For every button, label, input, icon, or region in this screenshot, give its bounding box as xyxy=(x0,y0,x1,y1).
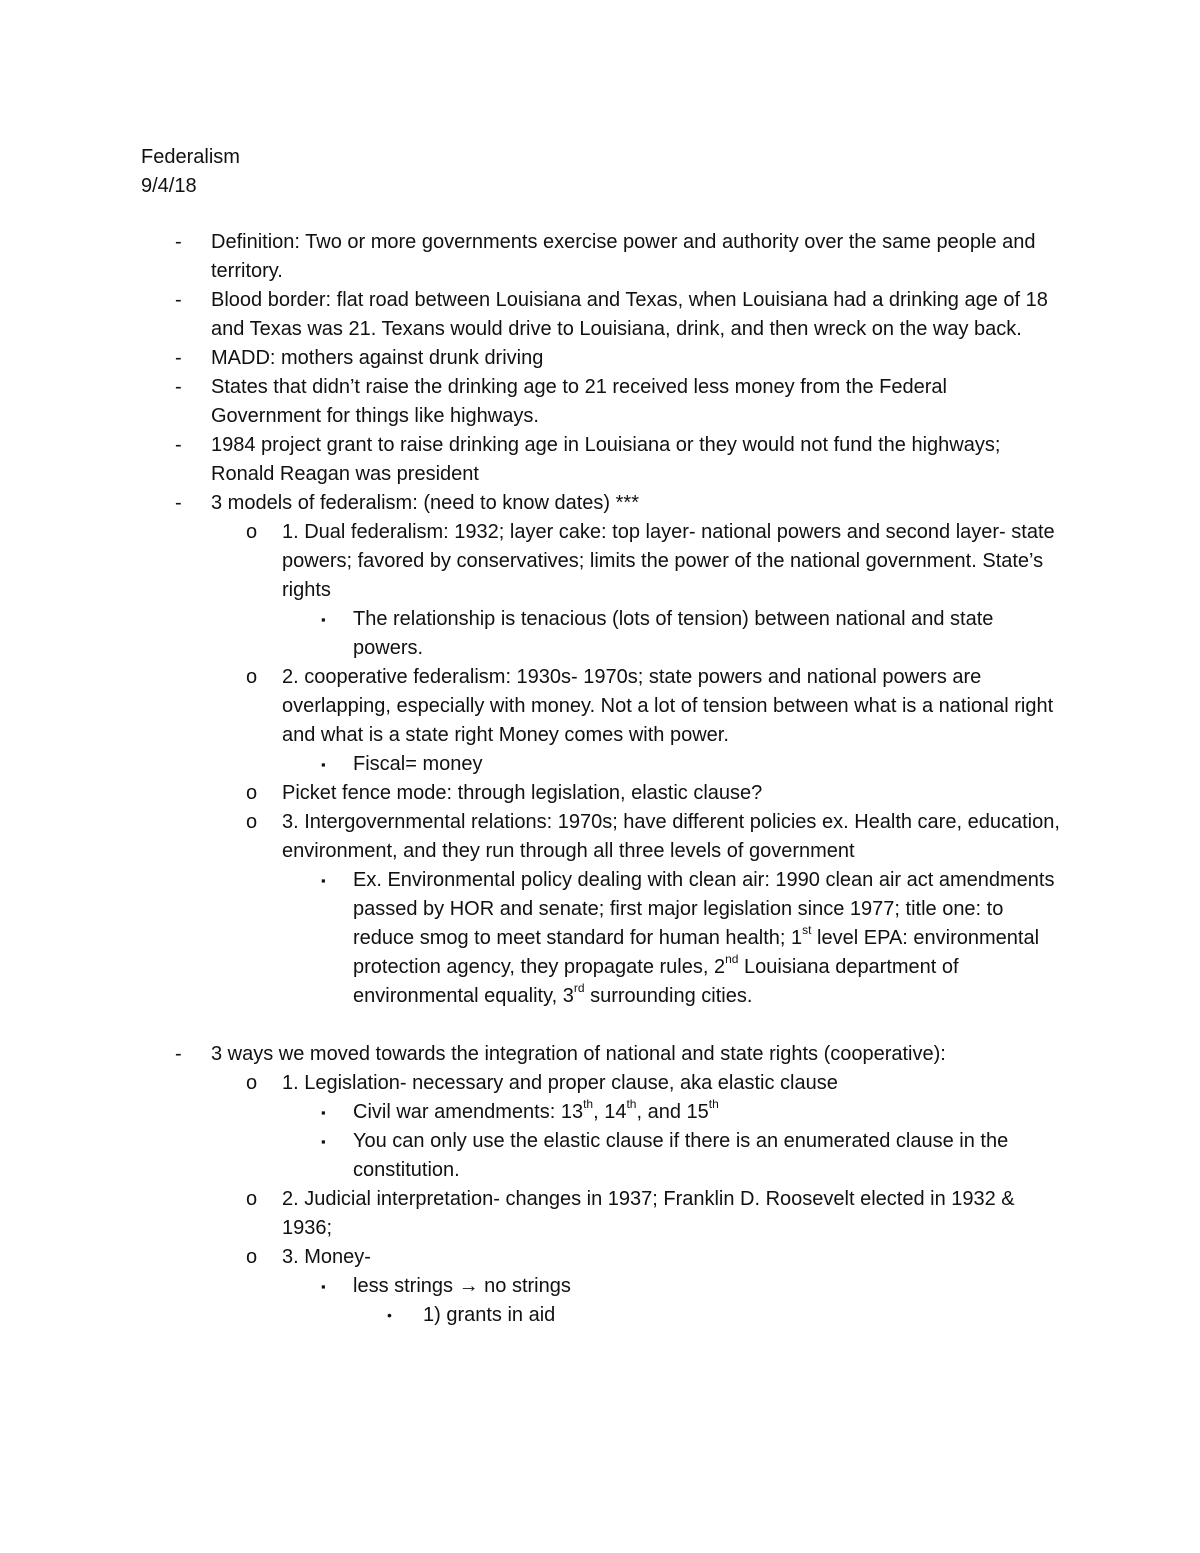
square-bullet-icon: ▪ xyxy=(321,1105,326,1120)
circle-bullet-icon: o xyxy=(246,782,258,804)
square-bullet-icon: ▪ xyxy=(321,1134,326,1149)
note-text: Blood border: flat road between Louisiana and Texas, when Louisiana had a drinking age of 18 and Texas was 21. Texans would drive to Louisiana, drink, and then wreck on the way back. xyxy=(211,289,1048,340)
note-text: You can only use the elastic clause if there is an enumerated clause in the constitution. xyxy=(353,1130,1009,1181)
note-text: 3 models of federalism: (need to know dates) *** xyxy=(211,492,639,514)
note-text: 3. Intergovernmental relations: 1970s; have different policies ex. Health care, education, environment, and they run through all three levels of government xyxy=(282,811,1060,862)
circle-bullet-icon: o xyxy=(246,1246,258,1268)
dash-bullet-icon: - xyxy=(175,231,182,253)
note-text: 2. cooperative federalism: 1930s- 1970s; state powers and national powers are overlapping, especially with money. Not a lot of tension between what is a national right and what is a state right Money comes with power. xyxy=(282,666,1054,746)
square-bullet-icon: ▪ xyxy=(321,757,326,772)
note-text: 1) grants in aid xyxy=(423,1304,556,1326)
note-text: Ex. Environmental policy dealing with clean air: 1990 clean air act amendments passed by HOR and senate; first major legislation since 1977; title one: to reduce smog to meet standard for human health; 1st level EPA: environmental protection agency, they propagate rules, 2nd Louisiana department of environmental equality, 3rd surrounding cities. xyxy=(353,869,1055,1007)
note-item xyxy=(246,808,1062,866)
note-text: Fiscal= money xyxy=(353,753,483,775)
note-item xyxy=(175,344,1061,373)
circle-bullet-icon: o xyxy=(246,1188,258,1210)
note-item xyxy=(175,228,1061,286)
dash-bullet-icon: - xyxy=(175,1043,182,1065)
document-date: 9/4/18 xyxy=(141,175,197,197)
note-text: Definition: Two or more governments exercise power and authority over the same people and territory. xyxy=(211,231,1036,282)
dash-bullet-icon: - xyxy=(175,289,182,311)
note-text: less strings → no strings xyxy=(353,1275,571,1297)
note-text: The relationship is tenacious (lots of tension) between national and state powers. xyxy=(353,608,994,659)
circle-bullet-icon: o xyxy=(246,1072,258,1094)
note-text: 3 ways we moved towards the integration of national and state rights (cooperative): xyxy=(211,1043,946,1065)
square-bullet-icon: ▪ xyxy=(321,1279,326,1294)
note-item xyxy=(246,1243,1062,1272)
dash-bullet-icon: - xyxy=(175,492,182,514)
square-bullet-icon: ▪ xyxy=(321,873,326,888)
circle-bullet-icon: o xyxy=(246,521,258,543)
dash-bullet-icon: - xyxy=(175,347,182,369)
circle-bullet-icon: o xyxy=(246,666,258,688)
note-item xyxy=(321,1127,1063,1185)
note-text: 1984 project grant to raise drinking age in Louisiana or they would not fund the highways; Ronald Reagan was president xyxy=(211,434,1001,485)
note-item xyxy=(321,605,1063,663)
note-item xyxy=(246,1069,1062,1098)
notes-list xyxy=(0,228,1200,1330)
blank-line xyxy=(0,1011,1200,1040)
note-item xyxy=(175,373,1061,431)
note-text: Civil war amendments: 13th, 14th, and 15th xyxy=(353,1097,719,1123)
note-text: 1. Dual federalism: 1932; layer cake: top layer- national powers and second layer- state powers; favored by conservatives; limits the power of the national government. State’s rights xyxy=(282,521,1055,601)
note-text: Picket fence mode: through legislation, elastic clause? xyxy=(282,782,763,804)
square-bullet-icon: ▪ xyxy=(321,612,326,627)
note-item xyxy=(175,286,1061,344)
note-item xyxy=(175,1040,1061,1069)
note-item xyxy=(321,750,1063,779)
note-text: 1. Legislation- necessary and proper clause, aka elastic clause xyxy=(282,1072,838,1094)
note-item xyxy=(321,1097,1063,1127)
note-text: 2. Judicial interpretation- changes in 1937; Franklin D. Roosevelt elected in 1932 & 1936; xyxy=(282,1188,1015,1239)
note-item xyxy=(175,431,1061,489)
note-item xyxy=(321,866,1063,1011)
note-text: States that didn’t raise the drinking age to 21 received less money from the Federal Government for things like highways. xyxy=(211,376,947,427)
note-item xyxy=(246,1185,1062,1243)
note-item xyxy=(246,518,1062,605)
circle-bullet-icon: o xyxy=(246,811,258,833)
note-item xyxy=(246,663,1062,750)
note-text: 3. Money- xyxy=(282,1246,371,1268)
document-title: Federalism xyxy=(141,146,240,168)
bullet-bullet-icon: • xyxy=(387,1307,392,1323)
note-item xyxy=(246,779,1062,808)
note-text: MADD: mothers against drunk driving xyxy=(211,347,544,369)
dash-bullet-icon: - xyxy=(175,434,182,456)
note-item xyxy=(387,1301,1063,1330)
note-item xyxy=(321,1272,1063,1301)
dash-bullet-icon: - xyxy=(175,376,182,398)
note-item xyxy=(175,489,1061,518)
